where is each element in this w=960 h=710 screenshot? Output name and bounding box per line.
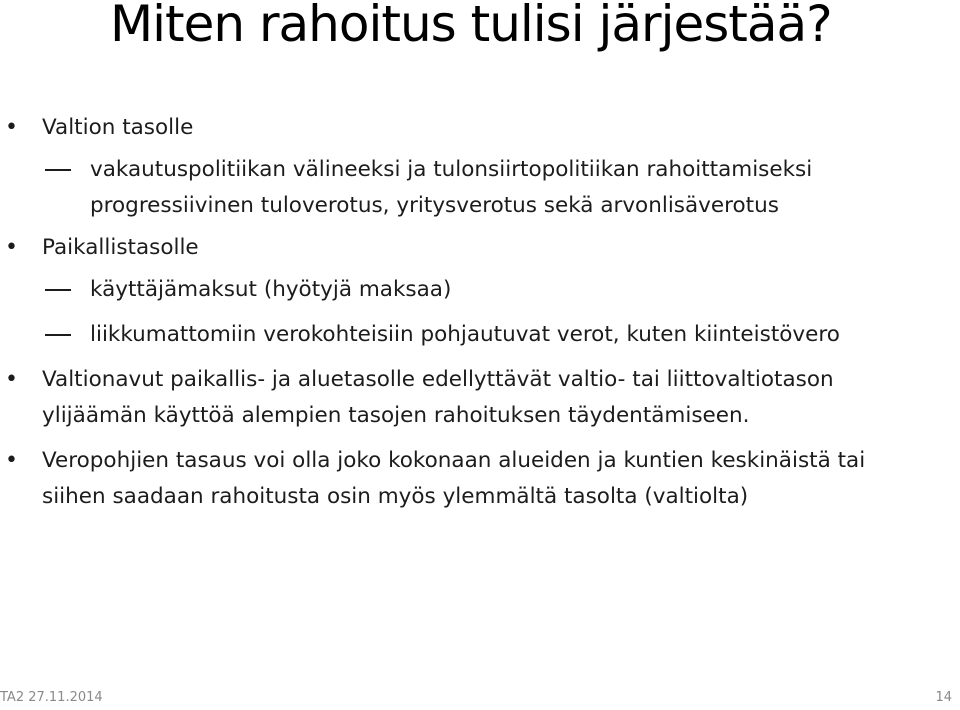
sub-item-text: vakautuspolitiikan välineeksi ja tulonsiirtopolitiikan rahoittamiseksi progressiivinen tuloverotus, yritysverotus sekä arvonlisäverotus bbox=[90, 157, 813, 218]
bullet-text: Veropohjien tasaus voi olla joko kokonaan alueiden ja kuntien keskinäistä tai siihen saadaan rahoitusta osin myös ylemmältä tasolta (valtiolta) bbox=[42, 448, 866, 509]
dash-icon bbox=[45, 289, 71, 291]
bullet-item-1 bbox=[0, 110, 900, 146]
bullet-item-3 bbox=[0, 362, 900, 434]
bullet-text: Paikallistasolle bbox=[42, 235, 199, 260]
bullet-icon: • bbox=[5, 448, 18, 473]
sub-item-text: käyttäjämaksut (hyötyjä maksaa) bbox=[90, 277, 452, 302]
dash-icon bbox=[45, 334, 71, 336]
sub-item-1-1 bbox=[0, 152, 900, 224]
bullet-item-4 bbox=[0, 443, 900, 515]
footer-date: TA2 27.11.2014 bbox=[0, 690, 103, 705]
bullet-text: Valtion tasolle bbox=[42, 115, 194, 140]
slide-title: Miten rahoitus tulisi järjestää? bbox=[110, 0, 832, 53]
page-number: 14 bbox=[935, 690, 952, 705]
bullet-icon: • bbox=[5, 367, 18, 392]
bullet-text: Valtionavut paikallis- ja aluetasolle edellyttävät valtio- tai liittovaltiotason ylijäämän käyttöä alempien tasojen rahoituksen täydentämiseen. bbox=[42, 367, 834, 428]
sub-item-2-2 bbox=[0, 317, 900, 353]
bullet-icon: • bbox=[5, 115, 18, 140]
bullet-item-2 bbox=[0, 230, 900, 266]
sub-item-2-1 bbox=[0, 272, 900, 308]
dash-icon bbox=[45, 169, 71, 171]
bullet-icon: • bbox=[5, 235, 18, 260]
slide-body bbox=[0, 110, 960, 515]
sub-item-text: liikkumattomiin verokohteisiin pohjautuvat verot, kuten kiinteistövero bbox=[90, 322, 840, 347]
